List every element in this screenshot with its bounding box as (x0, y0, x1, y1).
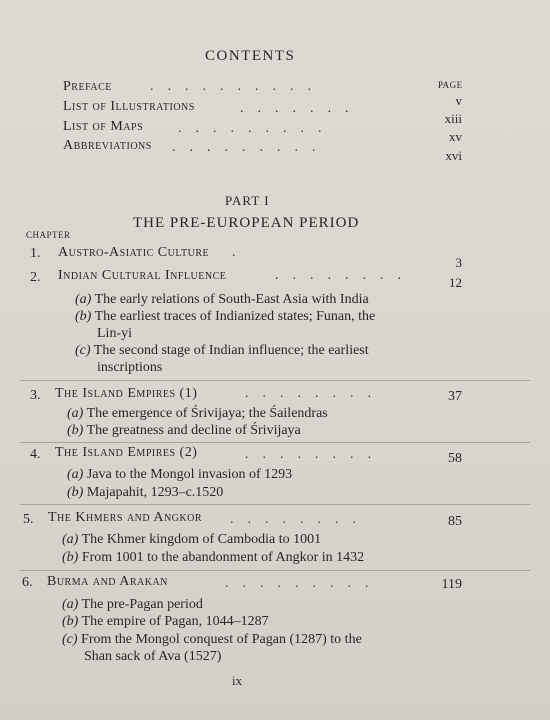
divider (20, 570, 530, 571)
sub-2b-cont: Lin-yi (97, 326, 132, 341)
leader-dots: . (232, 245, 250, 260)
chapter-5-title: The Khmers and Angkor (48, 510, 203, 525)
sub-6c: (c) From the Mongol conquest of Pagan (1287) to the (62, 632, 362, 647)
chapter-6-page: 119 (441, 577, 462, 592)
sub-4b: (b) Majapahit, 1293–c.1520 (67, 485, 224, 500)
chapter-1-title: Austro-Asiatic Culture (58, 245, 210, 260)
chapter-2-page: 12 (449, 275, 462, 290)
leader-dots: ......... (225, 576, 383, 591)
divider (20, 442, 530, 443)
chapter-5-number: 5. (23, 512, 34, 527)
sub-5b: (b) From 1001 to the abandonment of Angkor in 1432 (62, 550, 365, 565)
sub-6a: (a) The pre-Pagan period (62, 597, 203, 612)
sub-6c-cont: Shan sack of Ava (1527) (84, 649, 222, 664)
contents-title: CONTENTS (205, 48, 296, 64)
sub-4a: (a) Java to the Mongol invasion of 1293 (67, 467, 293, 482)
leader-dots: ......... (178, 121, 336, 136)
chapter-5-page: 85 (448, 514, 462, 529)
leader-dots: ......... (172, 140, 330, 155)
chapter-6-number: 6. (22, 575, 33, 590)
divider (20, 380, 530, 381)
page-folio: ix (232, 673, 243, 688)
prelim-abbreviations-page: xvi (445, 148, 462, 163)
chapter-6-title: Burma and Arakan (47, 574, 168, 589)
chapter-2-number: 2. (30, 270, 41, 285)
chapter-2-title: Indian Cultural Influence (58, 268, 227, 283)
sub-5a: (a) The Khmer kingdom of Cambodia to 1001 (62, 532, 322, 547)
chapter-1-number: 1. (30, 246, 41, 261)
chapter-4-title: The Island Empires (2) (55, 445, 198, 460)
prelim-abbreviations: Abbreviations (63, 138, 152, 153)
leader-dots: ........ (275, 268, 415, 283)
prelim-illustrations-page: xiii (444, 111, 462, 126)
leader-dots: ........ (230, 512, 370, 527)
sub-6b: (b) The empire of Pagan, 1044–1287 (62, 614, 269, 629)
part-number: PART I (225, 193, 270, 208)
leader-dots: .......... (150, 79, 325, 94)
chapter-3-title: The Island Empires (1) (55, 386, 198, 401)
sub-2a: (a) The early relations of South-East Asia with India (75, 292, 369, 307)
chapter-column-label: CHAPTER (26, 230, 71, 240)
chapter-4-number: 4. (30, 447, 41, 462)
prelim-maps-page: xv (449, 129, 462, 144)
part-title: THE PRE-EUROPEAN PERIOD (133, 215, 360, 231)
sub-2c: (c) The second stage of Indian influence; the earliest (75, 343, 369, 358)
chapter-1-page: 3 (455, 255, 462, 270)
leader-dots: ........ (245, 447, 385, 462)
leader-dots: ....... (240, 101, 363, 116)
sub-3b: (b) The greatness and decline of Śrivijaya (67, 423, 301, 438)
chapter-4-page: 58 (448, 451, 462, 466)
sub-2b: (b) The earliest traces of Indianized states; Funan, the (75, 309, 376, 324)
prelim-illustrations: List of Illustrations (63, 99, 195, 114)
chapter-3-page: 37 (448, 389, 462, 404)
prelim-preface: Preface (63, 79, 112, 94)
prelim-maps: List of Maps (63, 119, 144, 134)
chapter-3-number: 3. (30, 388, 41, 403)
sub-2c-cont: inscriptions (97, 360, 163, 375)
sub-3a: (a) The emergence of Śrivijaya; the Śailendras (67, 406, 328, 421)
divider (20, 504, 530, 505)
leader-dots: ........ (245, 386, 385, 401)
prelim-preface-page: v (455, 93, 462, 108)
page-column-label: PAGE (438, 80, 463, 90)
